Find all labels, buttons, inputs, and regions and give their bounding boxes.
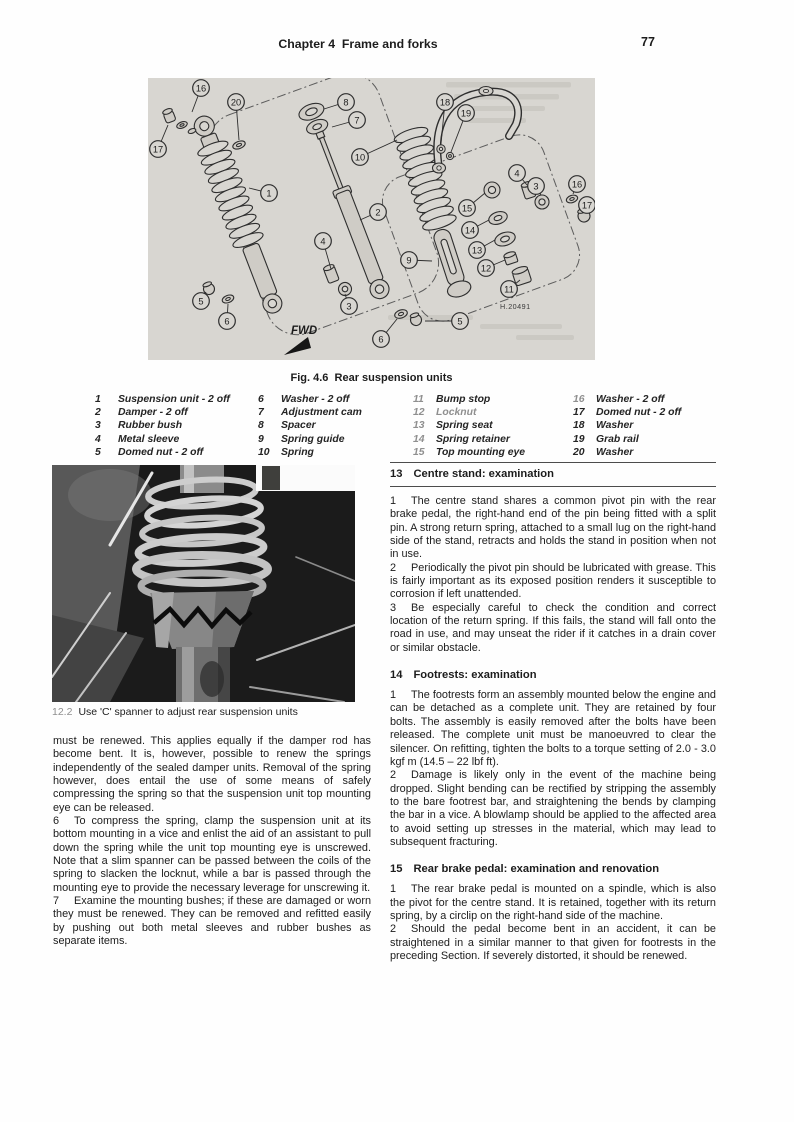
part-name: Rubber bush [118, 420, 183, 432]
callout-16 [193, 80, 210, 97]
figure-caption: Fig. 4.6 Rear suspension units [290, 372, 453, 384]
fwd-label: FWD [291, 325, 318, 337]
paragraph-number: 2 [390, 923, 397, 936]
parts-list-item [95, 433, 230, 446]
parts-list-column-2 [258, 393, 362, 459]
svg-text:19: 19 [460, 108, 472, 119]
section-title: Footrests: examination [413, 669, 537, 682]
part-name: Suspension unit - 2 off [118, 394, 230, 405]
svg-text:3: 3 [533, 181, 539, 192]
svg-text:16: 16 [571, 179, 583, 190]
body-paragraph: must be renewed. This applies equally if the damper rod has become bent. It is, however, possible to renew the springs independently of the sealed damper units. Removal of the spring however, does entail the use of some means of safely compressing the spring so that the suspension unit top mounting eye can be released. [53, 735, 371, 814]
callout-4 [315, 233, 332, 250]
part-name: Damper - 2 off [118, 407, 188, 419]
body-paragraph: 1 The rear brake pedal is mounted on a spindle, which is also the pivot for the centre stand. It is retained, together with its return spring, by a circlip on the right-hand side of the machine. [390, 883, 716, 922]
part-number: 4 [95, 433, 101, 445]
part-number: 1 [95, 394, 101, 405]
part-name: Adjustment cam [281, 407, 362, 419]
callout-8 [338, 94, 355, 111]
callout-5 [452, 313, 469, 330]
locknut-12 [503, 251, 518, 266]
part-name: Domed nut - 2 off [596, 407, 682, 419]
photo-rear-suspension-adjustment [52, 465, 355, 702]
callout-2 [370, 204, 387, 221]
paragraph-number: 1 [390, 495, 397, 507]
body-paragraph: 2 Periodically the pivot pin should be lubricated with grease. This is fairly important as its exposed position renders it susceptible to corrosion if left unattended. [390, 561, 716, 601]
callout-16 [569, 176, 586, 193]
paragraph-number: 2 [390, 769, 397, 782]
callout-19 [458, 105, 475, 122]
parts-list-item [413, 406, 525, 419]
part-number: 12 [413, 407, 425, 419]
svg-text:5: 5 [457, 316, 463, 327]
svg-text:16: 16 [195, 83, 207, 94]
bleed-through-texture [388, 82, 574, 340]
damper-unit [297, 100, 395, 303]
callout-17 [579, 197, 595, 214]
svg-text:17: 17 [152, 144, 164, 155]
body-paragraph: 1 The centre stand shares a common pivot pin with the rear brake pedal, the right-hand end of the pin being fitted with a split pin. A strong return spring, attached to a small lug on the right-hand side of the stand, retracts and holds the stand in position when not in use. [390, 495, 716, 561]
part-number: 13 [413, 420, 425, 432]
parts-list-item [95, 419, 230, 432]
section-title: Rear brake pedal: examination and renovation [413, 863, 660, 876]
svg-text:6: 6 [224, 316, 230, 327]
section-number: 14 [390, 669, 403, 682]
parts-list-item [413, 433, 525, 446]
parts-list-item [573, 419, 681, 432]
washer-20 [232, 139, 247, 150]
callout-20 [228, 94, 245, 111]
metal-sleeve-4 [323, 263, 340, 283]
paragraph-number: 2 [390, 561, 397, 574]
washer-6 [221, 293, 235, 304]
callout-12 [478, 260, 495, 277]
rear-suspension-exploded-drawing [148, 78, 595, 360]
body-paragraph: 6 To compress the spring, clamp the suspension unit at its bottom mounting in a vice and enlist the aid of an assistant to pull down the spring while the unit top mounting eye is unscrewed. Note that a slim spanner can be passed between the coils of the spring to slacken the locknut, while a bar is passed through the mounting eye to provide the necessary leverage for unscrewing it. [53, 815, 371, 894]
drawing-reference: H.20491 [500, 302, 531, 311]
paragraph-number: 1 [390, 689, 397, 702]
svg-text:11: 11 [504, 284, 514, 295]
right-text-column [390, 458, 716, 963]
part-name: Grab rail [596, 433, 639, 445]
part-number: 9 [258, 433, 264, 445]
parts-list-item [258, 406, 362, 419]
domed-nut-5b [409, 312, 423, 327]
part-name: Washer - 2 off [596, 394, 665, 405]
photo-caption-number: 12.2 [52, 706, 73, 718]
svg-text:8: 8 [343, 97, 349, 108]
spring-retainer-14 [487, 209, 509, 226]
callout-3 [528, 178, 545, 195]
parts-list-item [258, 446, 362, 459]
svg-text:17: 17 [581, 200, 593, 211]
photo-image [52, 465, 355, 702]
section-title: Centre stand: examination [413, 468, 554, 480]
callout-15 [459, 200, 476, 217]
callout-6 [219, 313, 236, 330]
callout-11 [501, 281, 518, 298]
callout-6 [373, 331, 390, 348]
svg-text:12: 12 [480, 263, 492, 274]
section-heading-13 [390, 462, 716, 487]
parts-list-item [573, 393, 681, 406]
svg-text:9: 9 [406, 255, 412, 266]
svg-text:4: 4 [320, 236, 326, 247]
part-name: Domed nut - 2 off [118, 446, 204, 458]
domed-nut-17 [162, 107, 176, 123]
part-name: Spring [281, 446, 314, 458]
callout-18 [437, 94, 454, 111]
body-paragraph: 3 Be especially careful to check the condition and correct location of the return spring. If this fails, the stand will fall onto the road in use, and may unseat the rider if it catches in a drain cover or similar obstacle. [390, 601, 716, 654]
section-heading-15 [390, 863, 716, 875]
figure-4-6-diagram [148, 78, 595, 360]
chapter-header: Chapter 4 Frame and forks [278, 37, 438, 51]
callout-5 [193, 293, 210, 310]
suspension-unit-left [162, 107, 291, 318]
svg-text:2: 2 [375, 207, 381, 218]
paragraph-number: 3 [390, 601, 397, 614]
callout-13 [469, 242, 486, 259]
svg-text:18: 18 [439, 97, 451, 108]
paragraph-number: 6 [53, 815, 60, 828]
svg-text:15: 15 [461, 203, 473, 214]
svg-text:4: 4 [514, 168, 520, 179]
washer-16 [176, 120, 188, 130]
parts-list-item [413, 393, 525, 406]
part-number: 11 [413, 394, 424, 405]
svg-text:6: 6 [378, 334, 384, 345]
part-number: 3 [95, 420, 101, 432]
callout-17 [150, 141, 167, 158]
callout-4 [509, 165, 526, 182]
spring-group [393, 124, 592, 327]
photo-caption [52, 706, 366, 718]
part-name: Spring guide [281, 433, 345, 445]
part-name: Spring retainer [436, 433, 510, 445]
part-name: Bump stop [436, 394, 491, 405]
rubber-bush-3b [535, 195, 549, 209]
section-number: 13 [390, 468, 403, 480]
section-heading-14 [390, 669, 716, 681]
parts-list [0, 393, 794, 461]
part-number: 5 [95, 446, 101, 458]
callout-14 [462, 222, 479, 239]
callout-3 [341, 298, 358, 315]
part-number: 15 [413, 446, 425, 458]
parts-list-column-4 [573, 393, 681, 459]
washer-16b [565, 194, 578, 204]
callout-7 [349, 112, 366, 129]
fwd-arrow [284, 325, 317, 355]
svg-text:20: 20 [230, 97, 242, 108]
paragraph-number: 1 [390, 883, 397, 896]
part-number: 8 [258, 420, 264, 432]
part-name: Washer [596, 446, 634, 458]
svg-text:3: 3 [346, 301, 352, 312]
part-number: 19 [573, 433, 585, 445]
parts-list-item [413, 419, 525, 432]
part-number: 10 [258, 446, 270, 458]
parts-list-item [258, 393, 362, 406]
parts-list-column-3 [413, 393, 525, 459]
spring-seat-13 [493, 230, 517, 249]
part-name: Locknut [436, 407, 477, 419]
parts-list-item [258, 419, 362, 432]
part-number: 18 [573, 420, 585, 432]
svg-text:13: 13 [471, 245, 483, 256]
body-paragraph: 1 The footrests form an assembly mounted below the engine and can be detached as a complete unit. They are retained by four bolts. The assembly is easily removed after the bolts have been released. The complete unit must be manoeuvred to clear the silencer. On refitting, tighten the bolts to a torque setting of 2.0 - 3.0 kgf m (14.5 – 22 lbf ft). [390, 689, 716, 768]
body-paragraph: 2 Should the pedal become bent in an accident, it can be straightened in a similar manner to that given for footrests in the preceding Section. If severely distorted, it should be renewed. [390, 923, 716, 962]
section-number: 15 [390, 863, 403, 876]
part-number: 2 [95, 407, 101, 419]
part-name: Metal sleeve [118, 433, 180, 445]
svg-text:5: 5 [198, 296, 204, 307]
callout-1 [261, 185, 278, 202]
part-name: Spacer [281, 420, 316, 432]
top-mounting-eye-15 [484, 182, 500, 198]
part-number: 7 [258, 407, 264, 419]
svg-text:7: 7 [354, 115, 360, 126]
parts-list-item [95, 446, 230, 459]
page-number: 77 [641, 35, 655, 49]
part-number: 16 [573, 394, 585, 405]
parts-list-item [95, 406, 230, 419]
part-number: 6 [258, 394, 264, 405]
part-name: Washer [596, 420, 634, 432]
part-number: 14 [413, 433, 425, 445]
part-name: Top mounting eye [436, 446, 526, 458]
print-artifact-square [262, 466, 280, 490]
parts-list-item [573, 433, 681, 446]
body-paragraph: 2 Damage is likely only in the event of the machine being dropped. Slight bending can be rectified by stripping the assembly to the bare footrest bar, and straightening the bends by clamping the bar in a vice. A blowlamp should be applied to the affected area to avoid setting up stresses in the material, which may lead to subsequent fracturing. [390, 769, 716, 848]
part-name: Washer - 2 off [281, 394, 350, 405]
part-number: 20 [573, 446, 585, 458]
parts-list-item [573, 406, 681, 419]
svg-text:14: 14 [464, 225, 476, 236]
part-number: 17 [573, 407, 585, 419]
svg-text:1: 1 [266, 188, 272, 199]
svg-text:10: 10 [354, 152, 366, 163]
callout-9 [401, 252, 418, 269]
parts-list-column-1 [95, 393, 230, 459]
paragraph-number: 7 [53, 895, 60, 908]
parts-list-item [258, 433, 362, 446]
body-paragraph: 7 Examine the mounting bushes; if these are damaged or worn they must be renewed. They can be removed and refitted easily by pushing out both metal sleeves and rubber bushes as separate items. [53, 895, 371, 948]
photo-caption-text: Use 'C' spanner to adjust rear suspension units [78, 706, 298, 718]
left-text-column [53, 735, 371, 949]
part-name: Spring seat [436, 420, 493, 432]
parts-list-item [95, 393, 230, 406]
callout-10 [352, 149, 369, 166]
